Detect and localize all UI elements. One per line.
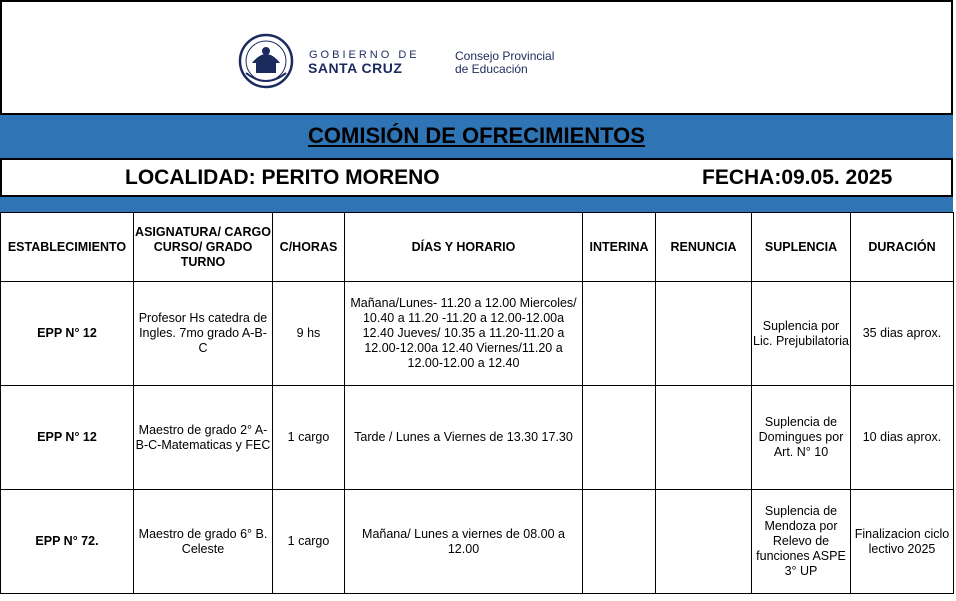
cell-suplencia: Suplencia de Domingues por Art. N° 10 <box>752 386 851 490</box>
cell-suplencia: Suplencia por Lic. Prejubilatoria <box>752 282 851 386</box>
col-interina: INTERINA <box>583 213 656 282</box>
cell-renuncia <box>656 282 752 386</box>
cell-establecimiento: EPP N° 72. <box>1 490 134 594</box>
cell-horario: Tarde / Lunes a Viernes de 13.30 17.30 <box>345 386 583 490</box>
col-horas: C/HORAS <box>273 213 345 282</box>
cell-horario: Mañana/ Lunes a viernes de 08.00 a 12.00 <box>345 490 583 594</box>
cell-interina <box>583 386 656 490</box>
consejo-line2: de Educación <box>455 62 528 76</box>
page-title: COMISIÓN DE OFRECIMIENTOS <box>308 123 645 148</box>
col-suplencia: SUPLENCIA <box>752 213 851 282</box>
cell-suplencia: Suplencia de Mendoza por Relevo de funciones ASPE 3° UP <box>752 490 851 594</box>
fecha: FECHA:09.05. 2025 <box>702 166 893 189</box>
col-asignatura: ASIGNATURA/ CARGO CURSO/ GRADO TURNO <box>134 213 273 282</box>
col-renuncia: RENUNCIA <box>656 213 752 282</box>
cell-interina <box>583 282 656 386</box>
cell-interina <box>583 490 656 594</box>
localidad: LOCALIDAD: PERITO MORENO <box>125 166 440 189</box>
col-duracion: DURACIÓN <box>851 213 954 282</box>
cell-duracion: 35 dias aprox. <box>851 282 954 386</box>
cell-establecimiento: EPP N° 12 <box>1 386 134 490</box>
cell-renuncia <box>656 490 752 594</box>
cell-horario: Mañana/Lunes- 11.20 a 12.00 Miercoles/ 10.40 a 11.20 -11.20 a 12.00-12.00a 12.40 Jueves/ 10.35 a 11.20-11.20 a 12.00-12.00a 12.40 Viernes/11.20 a 12.00-12.00 a 12.40 <box>345 282 583 386</box>
cell-duracion: 10 dias aprox. <box>851 386 954 490</box>
cell-asignatura: Maestro de grado 6° B. Celeste <box>134 490 273 594</box>
cell-duracion: Finalizacion ciclo lectivo 2025 <box>851 490 954 594</box>
cell-establecimiento: EPP N° 12 <box>1 282 134 386</box>
consejo-line1: Consejo Provincial <box>455 49 555 63</box>
cell-asignatura: Profesor Hs catedra de Ingles. 7mo grado A-B-C <box>134 282 273 386</box>
separator-band <box>0 197 953 212</box>
table-row <box>1 490 954 594</box>
col-horario: DÍAS Y HORARIO <box>345 213 583 282</box>
cell-renuncia <box>656 386 752 490</box>
table-row <box>1 386 954 490</box>
table-row <box>1 282 954 386</box>
ofrecimientos-table <box>0 212 954 594</box>
cell-horas: 9 hs <box>273 282 345 386</box>
col-establecimiento: ESTABLECIMIENTO <box>1 213 134 282</box>
santa-cruz-seal-icon <box>238 33 294 89</box>
gov-line2: SANTA CRUZ <box>308 60 403 76</box>
gov-line1: GOBIERNO DE <box>309 49 420 61</box>
table-header-row <box>1 213 954 282</box>
cell-asignatura: Maestro de grado 2° A-B-C-Matematicas y FEC <box>134 386 273 490</box>
cell-horas: 1 cargo <box>273 386 345 490</box>
cell-horas: 1 cargo <box>273 490 345 594</box>
consejo-name <box>455 50 554 76</box>
